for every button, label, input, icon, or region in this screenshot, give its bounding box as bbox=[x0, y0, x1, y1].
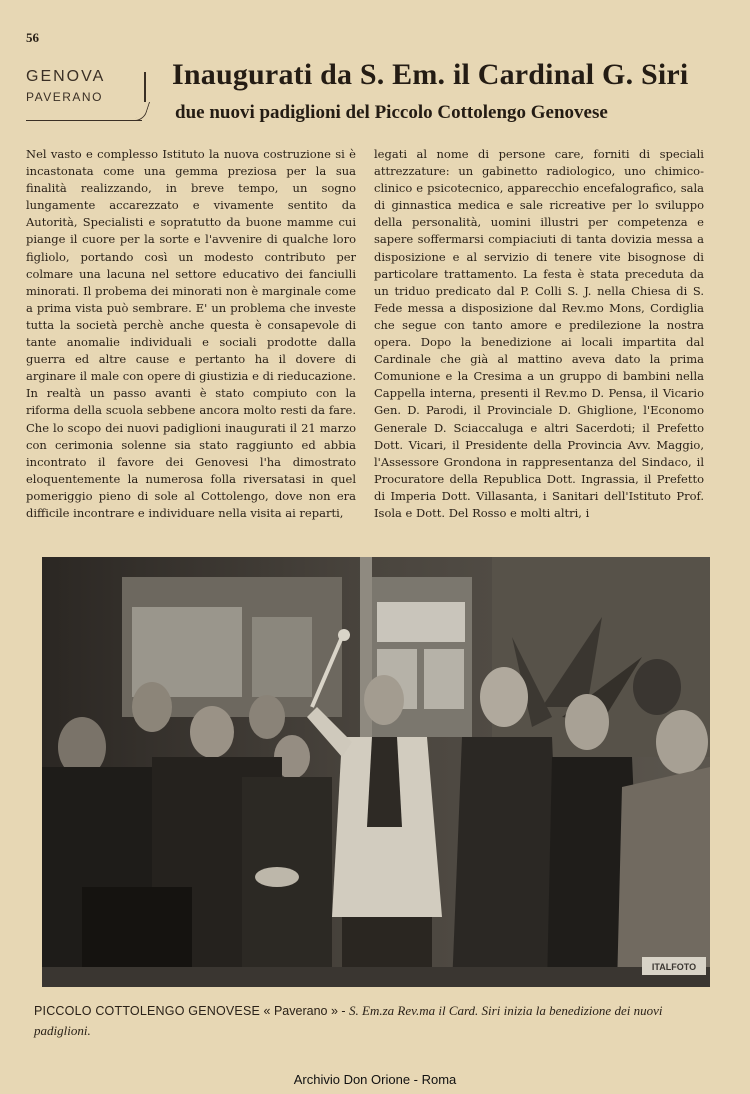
article-column-left: Nel vasto e complesso Istituto la nuova costruzione si è incastonata come una gemma preziosa per la sua finalità realizzando, in breve tempo, un sogno lungamente accarezzato e vivamente sentito da Autorità, Specialisti e sopratutto da buone mamme cui piange il cuore per la sorte e l'avvenire di qualche loro figliolo, portando così un modesto contributo per colmare una lacuna nel settore educativo dei fanciulli minorati. Il probema dei minorati non è marginale come a prima vista può sembrare. E' un problema che investe tutta la società perchè anche questa è consapevole di tante anomalie individuali e sociali prodotte dalla guerra ed altre cause e pertanto ha il dovere di arginare il male con opere di giustizia e di rieducazione. In realtà un passo avanti è stato compiuto con la riforma della scuola sebbene ancora molto resti da fare. Che lo scopo dei nuovi padiglioni inaugurati il 21 marzo con cerimonia solenne sia stato raggiunto ed abbia incontrato il favore dei Genovesi l'ha dimostrato eloquentemente la numerosa folla riversatasi in quel pomeriggio pieno di sole al Cottolengo, dove non era difficile incontrare e individuare nella visita ai reparti, bbox=[26, 147, 356, 520]
kicker-vertical-rule bbox=[144, 72, 146, 102]
blessing-photo bbox=[42, 557, 710, 987]
caption-dash: - bbox=[341, 1004, 346, 1018]
caption-location: « Paverano » bbox=[263, 1004, 338, 1018]
subheadline: due nuovi padiglioni del Piccolo Cottolengo Genovese bbox=[175, 102, 608, 123]
kicker-curl bbox=[135, 102, 150, 121]
photo-caption bbox=[34, 1001, 714, 1041]
kicker-city: GENOVA bbox=[26, 68, 106, 85]
caption-place: PICCOLO COTTOLENGO GENOVESE bbox=[34, 1004, 261, 1018]
headline: Inaugurati da S. Em. il Cardinal G. Siri bbox=[172, 58, 689, 91]
section-kicker bbox=[26, 68, 146, 126]
page-number: 56 bbox=[26, 30, 39, 45]
article-column-right: legati al nome di persone care, forniti di speciali attrezzature: un gabinetto radiologico, uno chimico-clinico e psicotecnico, apparecchio encefalografico, sala di ginnastica medica e sale ricreative per lo sviluppo della personalità, uomini illustri per competenza e sapere soffermarsi compiaciuti di tanta dovizia messa a disposizione e al servizio di tenere vite bisognose di particolare trattamento. La festa è stata preceduta da un triduo predicato dal P. Colli S. J. nella Chiesa di S. Fede messa a disposizione dal Rev.mo Mons, Cordiglia che segue con tanto amore e predilezione la nostra opera. Dopo la benedizione ai locali impartita dal Cardinale che già al mattino aveva dato la prima Comunione e la Cresima a un gruppo di bambini nella Cappella interna, presenti il Rev.mo D. Pensa, il Vicario Gen. D. Parodi, il Provinciale D. Ghiglione, l'Economo Generale D. Sciaccaluga e altri Sacerdoti; il Prefetto Dott. Vicari, il Presidente della Provincia Avv. Maggio, l'Assessore Grondona in rappresentanza del Sindaco, il Procuratore della Republica Dott. Ingrassia, il Prefetto di Imperia Dott. Villasanta, i Sanitari dell'Istituto Prof. Isola e Dott. Del Rosso e molti altri, i bbox=[374, 147, 704, 520]
kicker-underline bbox=[26, 120, 142, 121]
archive-footer: Archivio Don Orione - Roma bbox=[293, 1072, 457, 1087]
caption-description: S. Em.za Rev.ma il Card. Siri inizia la benedizione dei nuovi padiglioni. bbox=[34, 1003, 663, 1038]
blessing-photo-illustration bbox=[42, 557, 710, 987]
kicker-district: PAVERANO bbox=[26, 90, 103, 104]
photo-credit: ITALFOTO bbox=[651, 962, 697, 972]
